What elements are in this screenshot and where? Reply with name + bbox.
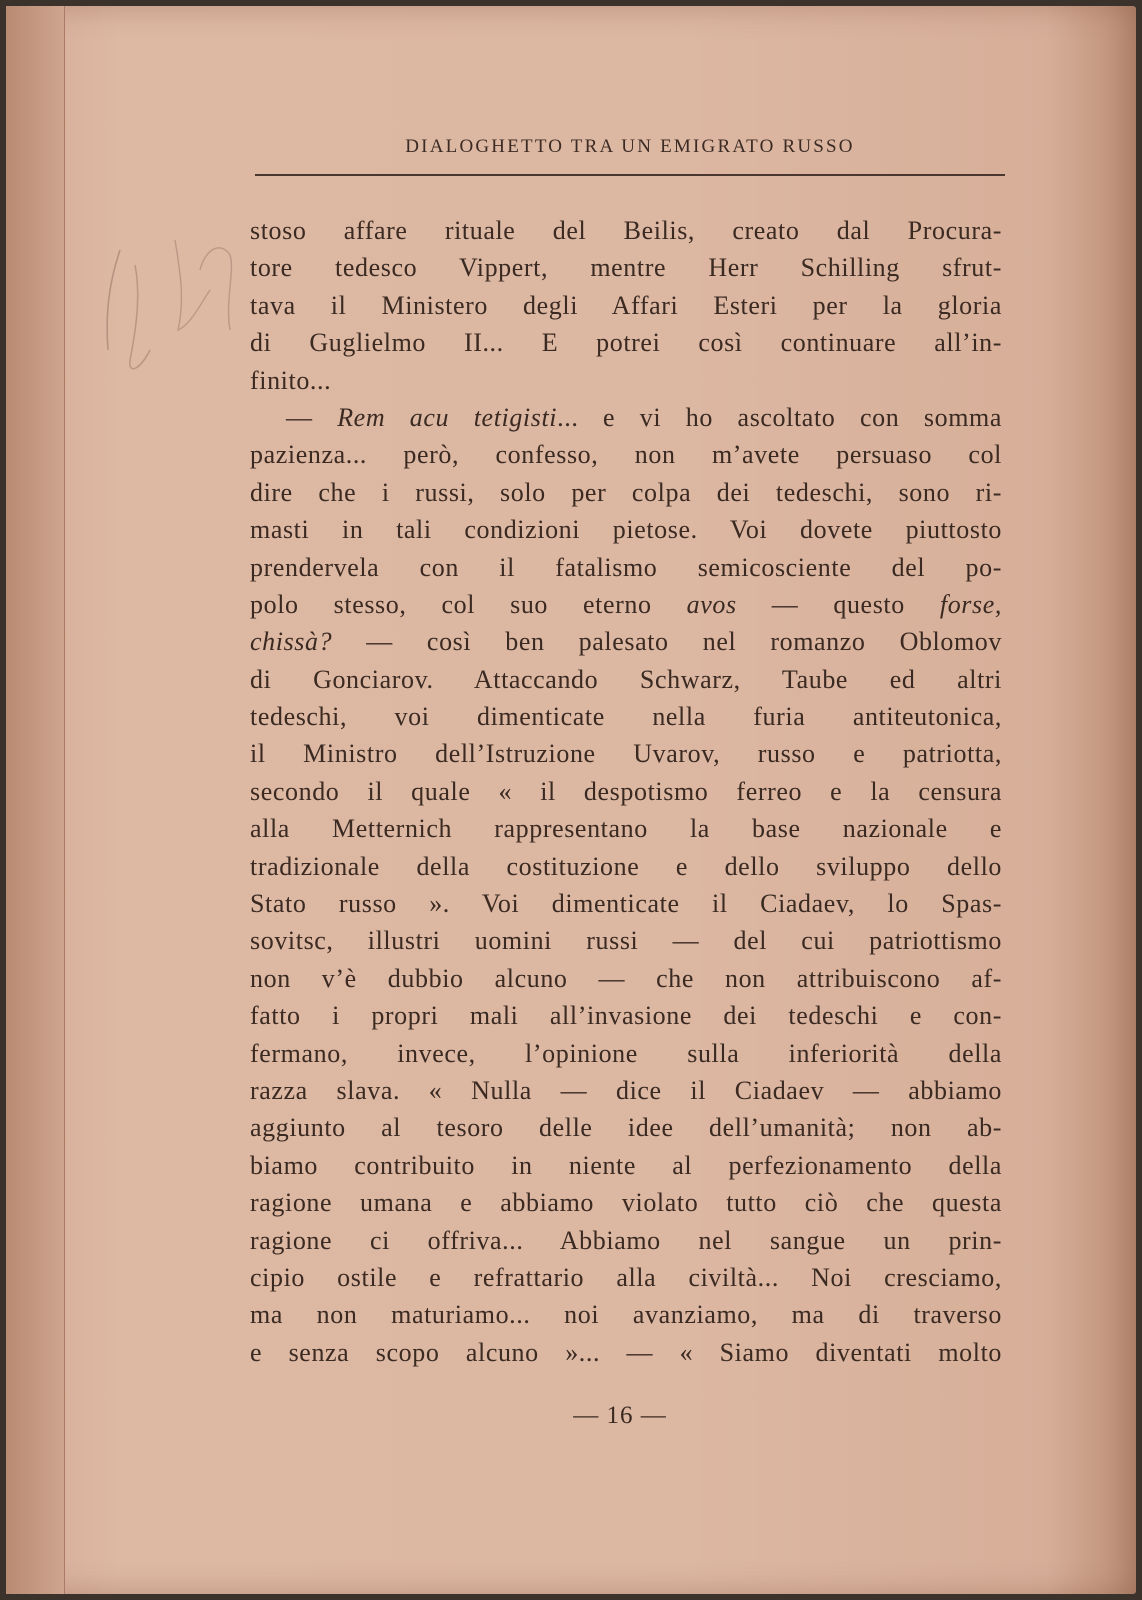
text-line: masti in tali condizioni pietose. Voi dovete piuttosto bbox=[250, 515, 1002, 545]
page-number: — 16 — bbox=[573, 1402, 667, 1429]
text-line: fatto i propri mali all’invasione dei tedeschi e con- bbox=[250, 1001, 1002, 1031]
page-gutter-strip bbox=[6, 6, 65, 1594]
text-line-with-italic: polo stesso, col suo eterno avos — questo forse, bbox=[250, 589, 1002, 619]
italic-phrase: forse, bbox=[939, 589, 1002, 619]
text-line: non v’è dubbio alcuno — che non attribuiscono af- bbox=[250, 963, 1002, 993]
text-line-with-italic: chissà? — così ben palesato nel romanzo Oblomov bbox=[250, 627, 1002, 657]
text-line: fermano, invece, l’opinione sulla inferiorità della bbox=[250, 1038, 1002, 1068]
text-line: alla Metternich rappresentano la base nazionale e bbox=[250, 814, 1002, 844]
text-line-with-italic: — Rem acu tetigisti... e vi ho ascoltato con somma bbox=[286, 402, 1002, 432]
text-line: di Gonciarov. Attaccando Schwarz, Taube ed altri bbox=[250, 664, 1002, 694]
text-line: cipio ostile e refrattario alla civiltà... Noi cresciamo, bbox=[250, 1262, 1002, 1292]
text-line: tradizionale della costituzione e dello sviluppo dello bbox=[250, 851, 1002, 881]
italic-phrase: chissà? bbox=[250, 627, 333, 657]
text-line: razza slava. « Nulla — dice il Ciadaev — abbiamo bbox=[250, 1075, 1002, 1105]
text-line: ragione ci offriva... Abbiamo nel sangue un prin- bbox=[250, 1225, 1002, 1255]
text-line: finito... bbox=[250, 365, 332, 395]
text-line: stoso affare rituale del Beilis, creato dal Procura- bbox=[250, 216, 1002, 245]
text-line: aggiunto al tesoro delle idee dell’umanità; non ab- bbox=[250, 1113, 1002, 1143]
text-line: tedeschi, voi dimenticate nella furia antiteutonica, bbox=[250, 702, 1002, 732]
italic-phrase: Rem acu tetigisti bbox=[337, 402, 558, 432]
text-line: sovitsc, illustri uomini russi — del cui patriottismo bbox=[250, 926, 1002, 956]
text-line: tore tedesco Vippert, mentre Herr Schilling sfrut- bbox=[250, 253, 1002, 283]
text-line: prendervela con il fatalismo semicosciente del po- bbox=[250, 552, 1002, 582]
body-text bbox=[250, 212, 1002, 1371]
text-line: ma non maturiamo... noi avanziamo, ma di traverso bbox=[250, 1300, 1002, 1330]
text-line: ragione umana e abbiamo violato tutto ciò che questa bbox=[250, 1188, 1002, 1218]
text-line: e senza scopo alcuno »... — « Siamo diventati molto bbox=[250, 1337, 1002, 1367]
text-line: secondo il quale « il despotismo ferreo e la censura bbox=[250, 776, 1002, 806]
running-head: DIALOGHETTO TRA UN EMIGRATO RUSSO bbox=[405, 136, 855, 157]
italic-phrase: avos bbox=[686, 589, 737, 619]
text-line: pazienza... però, confesso, non m’avete persuaso col bbox=[250, 440, 1002, 470]
text-line: Stato russo ». Voi dimenticate il Ciadaev, lo Spas- bbox=[250, 889, 1002, 919]
text-line: biamo contribuito in niente al perfezionamento della bbox=[250, 1150, 1002, 1180]
text-line: dire che i russi, solo per colpa dei tedeschi, sono ri- bbox=[250, 477, 1002, 507]
text-line: di Guglielmo II... E potrei così continuare all’in- bbox=[250, 328, 1002, 358]
text-line: il Ministro dell’Istruzione Uvarov, russo e patriotta, bbox=[250, 739, 1002, 769]
pencil-marginalia bbox=[80, 210, 270, 410]
text-line: tava il Ministero degli Affari Esteri per la gloria bbox=[250, 290, 1002, 320]
header-rule bbox=[255, 174, 1005, 176]
